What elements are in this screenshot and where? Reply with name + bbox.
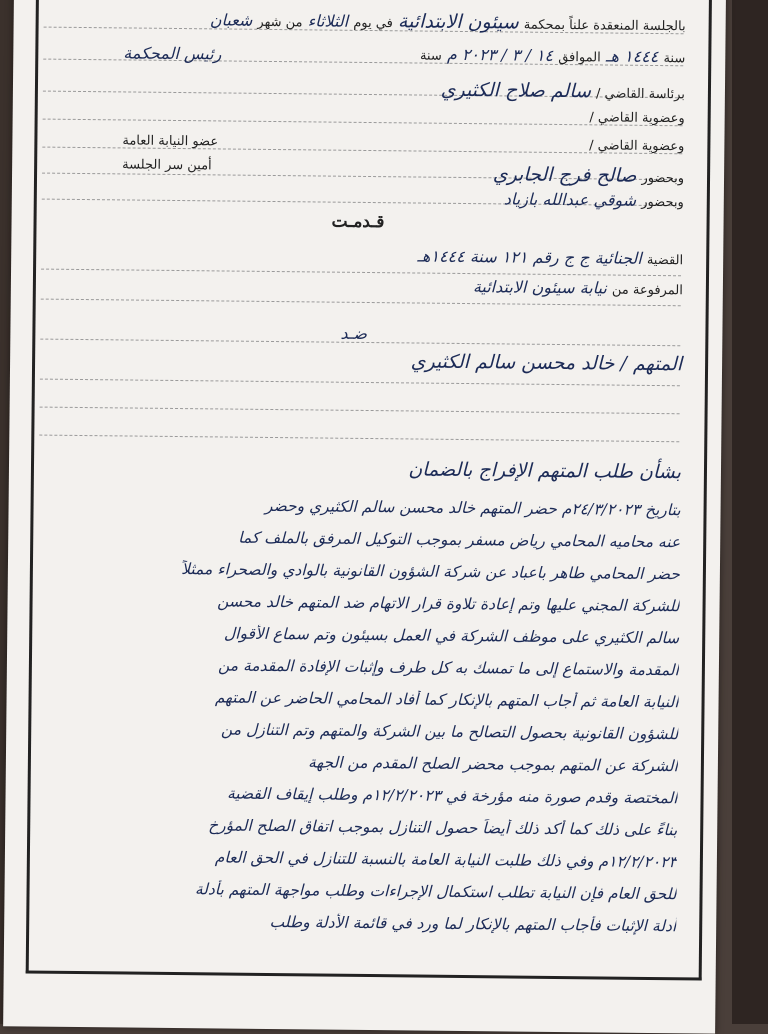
presidency-label: برئاسة القاضي / bbox=[595, 86, 685, 103]
case-number: الجنائية ج ج رقم ١٢١ سنة ١٤٤٤هـ bbox=[417, 246, 642, 268]
clerk-role: أمين سر الجلسة bbox=[122, 157, 212, 174]
body-line: المختصة وقدم صورة منه مؤرخة في ١٢/٢/٢٠٢٣م وطلب إيقاف القضية bbox=[226, 784, 678, 808]
presence2-line bbox=[504, 189, 684, 210]
presence1-line bbox=[493, 163, 685, 187]
day-label: في يوم bbox=[353, 15, 393, 32]
member1-label: وعضوية القاضي / bbox=[589, 110, 685, 127]
filed-by-line bbox=[473, 277, 683, 298]
court-record-page bbox=[3, 0, 726, 1034]
month-value: شعبان bbox=[209, 10, 253, 30]
case-label: القضية bbox=[646, 252, 684, 269]
member2-label: وعضوية القاضي / bbox=[589, 138, 685, 155]
body-line: النيابة العامة ثم أجاب المتهم بالإنكار كما أفاد المحامي الحاضر عن المتهم bbox=[214, 688, 679, 712]
body-heading: بشأن طلب المتهم الإفراج بالضمان bbox=[408, 458, 682, 484]
presidency-line bbox=[441, 79, 686, 104]
filed-by-label: المرفوعة من bbox=[611, 282, 683, 299]
filed-by-value: نيابة سيئون الابتدائية bbox=[472, 277, 607, 298]
body-line: الشركة عن المتهم بموجب محضر الصلح المقدم من الجهة bbox=[307, 753, 678, 776]
chief-note: رئيس المحكمة bbox=[123, 43, 222, 64]
gregorian-date: ١٤ / ٣ / ٢٠٢٣ م bbox=[446, 44, 554, 65]
presence2-label: وبحضور bbox=[641, 194, 684, 211]
presiding-judge-name: سالم صلاح الكثيري bbox=[440, 78, 592, 103]
date-line bbox=[420, 45, 686, 67]
gregorian-year-label: سنة bbox=[419, 48, 442, 64]
court-name: سيئون الابتدائية bbox=[397, 10, 519, 34]
body-line: للشؤون القانونية بحصول التصالح ما بين الشركة والمتهم وتم التنازل من bbox=[220, 720, 679, 744]
body-line: حضر المحامي طاهر باعباد عن شركة الشؤون القانونية بالوادي والصحراء ممثلاً bbox=[181, 560, 680, 584]
body-line: للشركة المجني عليها وتم إعادة تلاوة قرار الاتهام ضد المتهم خالد محسن bbox=[217, 592, 680, 616]
hijri-year: ١٤٤٤ هـ bbox=[605, 46, 659, 67]
clerk-name: شوقي عبدالله بازياد bbox=[503, 189, 637, 210]
body-line: بناءً على ذلك كما أكد ذلك أيضاً حصول التنازل بموجب اتفاق الصلح المؤرخ bbox=[208, 816, 678, 840]
body-line: للحق العام فإن النيابة تطلب استكمال الإجراءات وطلب مواجهة المتهم بأدلة bbox=[194, 880, 677, 904]
desk-surface-right bbox=[732, 0, 768, 1024]
corresponding-label: الموافق bbox=[558, 49, 601, 66]
body-line: ١٢/٢/٢٠٢٣م وفي ذلك طلبت النيابة العامة بالنسبة للتنازل في الحق العام bbox=[214, 848, 677, 872]
prosecution-role: عضو النيابة العامة bbox=[122, 133, 219, 150]
body-line: بتاريخ ٢٤/٣/٢٠٢٣م حضر المتهم خالد محسن سالم الكثيري وحضر bbox=[264, 496, 681, 520]
submitted-heading: قـدمـت bbox=[331, 211, 385, 233]
body-line: أدلة الإثبات فأجاب المتهم بالإنكار لما ورد في قائمة الأدلة وطلب bbox=[269, 913, 677, 936]
body-line: عنه محاميه المحامي رياض مسفر بموجب التوكيل المرفق بالملف كما bbox=[238, 528, 681, 552]
against-label: ضـد bbox=[340, 323, 368, 343]
defendant-name: المتهم / خالد محسن سالم الكثيري bbox=[410, 350, 683, 376]
case-line bbox=[417, 247, 683, 269]
body-line: سالم الكثيري على موظف الشركة في العمل بسيئون وتم سماع الأقوال bbox=[223, 624, 680, 648]
prosecutor-name: صالح فرج الجابري bbox=[492, 163, 637, 187]
day-value: الثلاثاء bbox=[307, 11, 349, 31]
body-line: المقدمة والاستماع إلى ما تمسك به كل طرف وإثبات الإفادة المقدمة من bbox=[217, 656, 679, 680]
month-label: من شهر bbox=[257, 14, 303, 31]
session-label: بالجلسة المنعقدة علناً بمحكمة bbox=[523, 17, 686, 35]
presence1-label: وبحضور bbox=[641, 170, 685, 187]
year-label: سنة bbox=[663, 51, 686, 67]
